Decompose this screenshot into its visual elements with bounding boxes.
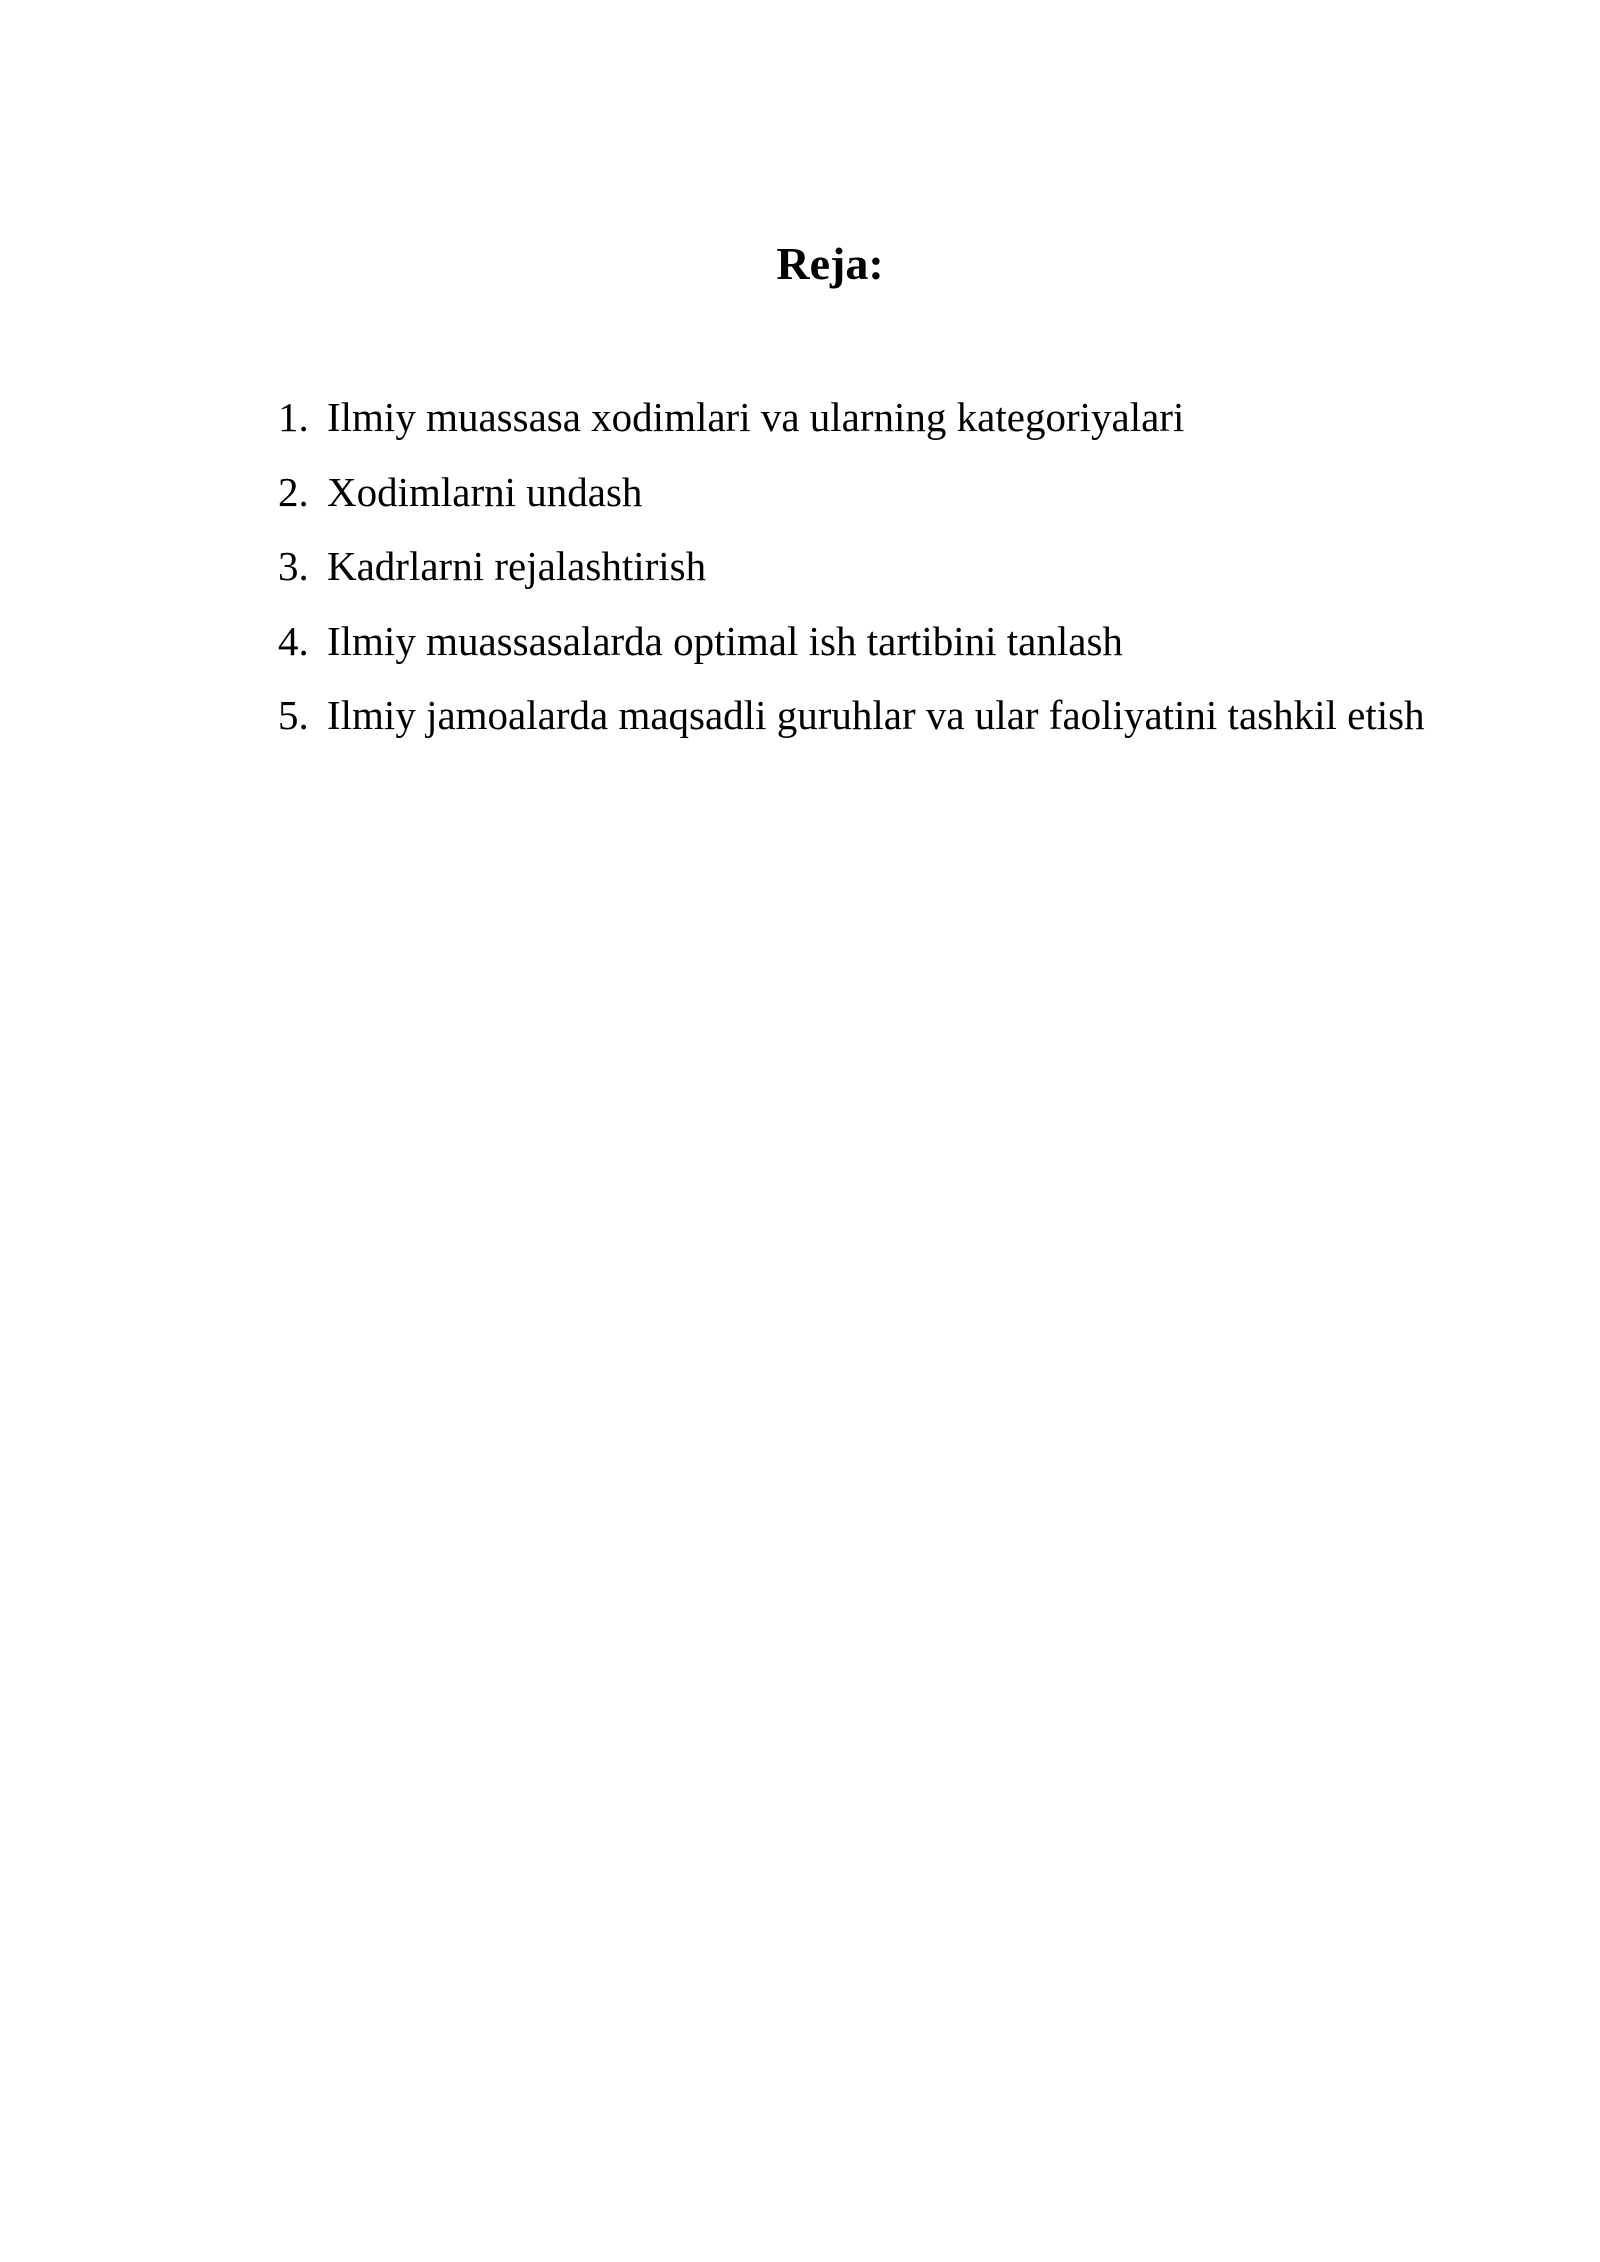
list-item-number: 4. (278, 617, 309, 664)
page-title: Reja: (776, 238, 884, 289)
list-item-number: 2. (278, 468, 309, 515)
list-item-number: 5. (278, 692, 309, 738)
list-item (270, 380, 1468, 455)
list-item-number: 1. (278, 394, 309, 440)
list-item-text: Ilmiy muassasa xodimlari va ularning kategoriyalari (327, 394, 1185, 440)
list-item-text: Kadrlarni rejalashtirish (327, 543, 707, 589)
plan-list (270, 380, 1468, 753)
list-item-number: 3. (278, 543, 309, 589)
list-item (270, 455, 1468, 530)
list-item (270, 529, 1468, 604)
list-item-text: Ilmiy muassasalarda optimal ish tartibini tanlash (327, 617, 1123, 664)
list-item (270, 604, 1468, 679)
list-item-text: Xodimlarni undash (327, 468, 643, 515)
list-item (270, 678, 1468, 753)
list-item-text: Ilmiy jamoalarda maqsadli guruhlar va ular faoliyatini tashkil etish (327, 692, 1425, 738)
